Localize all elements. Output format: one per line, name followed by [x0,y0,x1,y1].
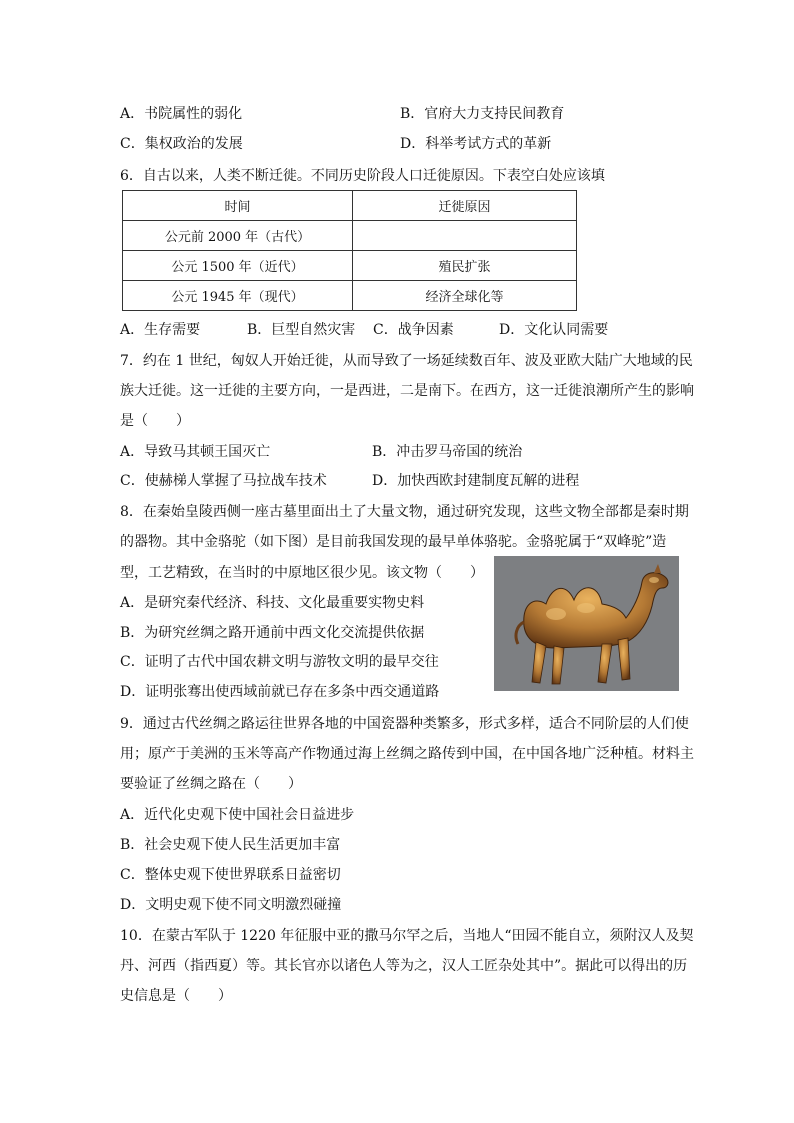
table-cell: 公元 1945 年（现代） [123,281,353,311]
q5-option-b: B．官府大力支持民间教育 [400,106,565,122]
q8-option-d: D．证明张骞出使西域前就已存在多条中西交通道路 [120,684,440,700]
q8-stem-line-2: 的器物。其中金骆驼（如下图）是目前我国发现的最早单体骆驼。金骆驼属于“双峰驼”造 [120,534,667,550]
table-cell: 公元前 2000 年（古代） [123,221,353,251]
q10-stem-line-1: 10．在蒙古军队于 1220 年征服中亚的撒马尔罕之后，当地人“田园不能自立，须附汉人及契 [120,928,694,944]
q9-stem-line-2: 用；原产于美洲的玉米等高产作物通过海上丝绸之路传到中国，在中国各地广泛种植。材料主 [120,746,694,762]
q6-migration-table [122,190,577,311]
table-cell-blank [353,221,577,251]
q8-stem-line-3: 型，工艺精致，在当时的中原地区很少见。该文物（ ） [120,565,484,581]
q9-stem-line-3: 要验证了丝绸之路在（ ） [120,776,302,792]
q9-option-c: C．整体史观下使世界联系日益密切 [120,867,341,883]
q9-option-b: B．社会史观下使人民生活更加丰富 [120,837,341,853]
q6-stem: 6．自古以来，人类不断迁徙。不同历史阶段人口迁徙原因。下表空白处应该填 [120,168,605,184]
q6-option-a: A．生存需要 [120,322,201,338]
q7-option-c: C．使赫梯人掌握了马拉战车技术 [120,473,327,489]
table-cell: 经济全球化等 [353,281,577,311]
q6-option-d: D．文化认同需要 [499,322,609,338]
table-cell: 公元 1500 年（近代） [123,251,353,281]
q9-option-d: D．文明史观下使不同文明激烈碰撞 [120,897,342,913]
q7-stem-line-3: 是（ ） [120,413,190,429]
q5-option-a: A．书院属性的弱化 [120,106,243,122]
table-row [123,251,577,281]
q7-option-b: B．冲击罗马帝国的统治 [372,444,523,460]
camel-figure-icon [494,556,679,691]
q8-option-a: A．是研究秦代经济、科技、文化最重要实物史料 [120,595,425,611]
golden-camel-photo [494,556,679,691]
q8-stem-line-1: 8．在秦始皇陵西侧一座古墓里面出土了大量文物，通过研究发现，这些文物全部都是秦时期 [120,504,689,520]
q7-stem-line-2: 族大迁徙。这一迁徙的主要方向，一是西进，二是南下。在西方，这一迁徙浪潮所产生的影响 [120,383,694,399]
q7-option-a: A．导致马其顿王国灭亡 [120,444,271,460]
q7-option-d: D．加快西欧封建制度瓦解的进程 [372,473,580,489]
table-header-reason: 迁徙原因 [353,191,577,221]
q7-stem-line-1: 7．约在 1 世纪，匈奴人开始迁徙，从而导致了一场延续数百年、波及亚欧大陆广大地域的民 [120,353,693,369]
q8-option-b: B．为研究丝绸之路开通前中西文化交流提供依据 [120,625,425,641]
q8-option-c: C．证明了古代中国农耕文明与游牧文明的最早交往 [120,654,439,670]
table-cell: 殖民扩张 [353,251,577,281]
q9-option-a: A．近代化史观下使中国社会日益进步 [120,807,355,823]
q6-option-c: C．战争因素 [373,322,454,338]
table-header-row [123,191,577,221]
q5-option-d: D．科举考试方式的革新 [400,136,552,152]
q10-stem-line-2: 丹、河西（指西夏）等。其长官亦以诸色人等为之，汉人工匠杂处其中”。据此可以得出的历 [120,958,688,974]
q6-option-b: B．巨型自然灾害 [247,322,356,338]
table-header-time: 时间 [123,191,353,221]
q10-stem-line-3: 史信息是（ ） [120,988,232,1004]
table-row [123,281,577,311]
table-row [123,221,577,251]
q5-option-c: C．集权政治的发展 [120,136,243,152]
q9-stem-line-1: 9．通过古代丝绸之路运往世界各地的中国瓷器种类繁多，形式多样，适合不同阶层的人们使 [120,716,689,732]
